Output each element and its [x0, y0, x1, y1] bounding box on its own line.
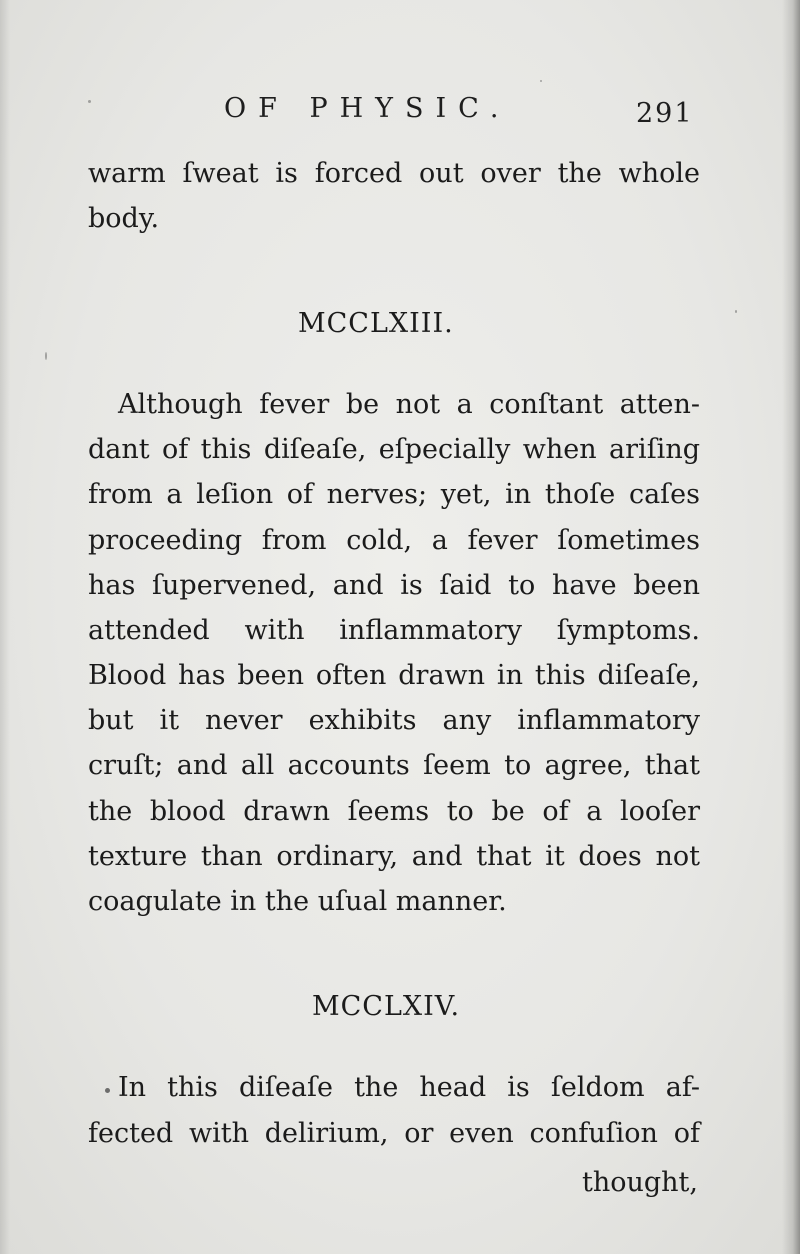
paper-speck	[105, 1088, 110, 1093]
text-line: texture than ordinary, and that it does not	[88, 841, 700, 872]
text-line: Blood has been often drawn in this diſeaſe,	[88, 660, 700, 691]
text-line: coagulate in the uſual manner.	[88, 886, 507, 917]
text-line: In this diſeaſe the head is ſeldom af-	[118, 1072, 700, 1103]
text-line: the blood drawn ſeems to be of a looſer	[88, 796, 700, 827]
text-line: body.	[88, 203, 160, 234]
page-left-shadow	[0, 0, 10, 1254]
text-line: from a leſion of nerves; yet, in thoſe caſes	[88, 479, 700, 510]
text-line: cruſt; and all accounts ſeem to agree, that	[88, 750, 700, 781]
text-line: attended with inflammatory ſymptoms.	[88, 615, 700, 646]
page-right-shadow	[782, 0, 800, 1254]
paper-speck	[735, 310, 737, 313]
text-line: fected with delirium, or even confuſion of	[88, 1118, 700, 1149]
section-heading: MCCLXIV.	[312, 991, 461, 1022]
catchword: thought,	[582, 1167, 698, 1198]
section-heading: MCCLXIII.	[298, 308, 454, 339]
paper-speck	[540, 80, 542, 82]
paper-speck	[45, 352, 47, 360]
text-line: warm ſweat is forced out over the whole	[88, 158, 700, 189]
text-line: dant of this diſeaſe, eſpecially when ariſing	[88, 434, 700, 465]
running-head: OF PHYSIC.	[224, 93, 511, 124]
text-line: but it never exhibits any inflammatory	[88, 705, 700, 736]
text-line: proceeding from cold, a fever ſometimes	[88, 525, 700, 556]
text-line: has ſupervened, and is ſaid to have been	[88, 570, 700, 601]
text-line: Although fever be not a conſtant atten-	[118, 389, 700, 420]
page-number: 291	[636, 98, 694, 129]
paper-speck	[88, 100, 91, 103]
